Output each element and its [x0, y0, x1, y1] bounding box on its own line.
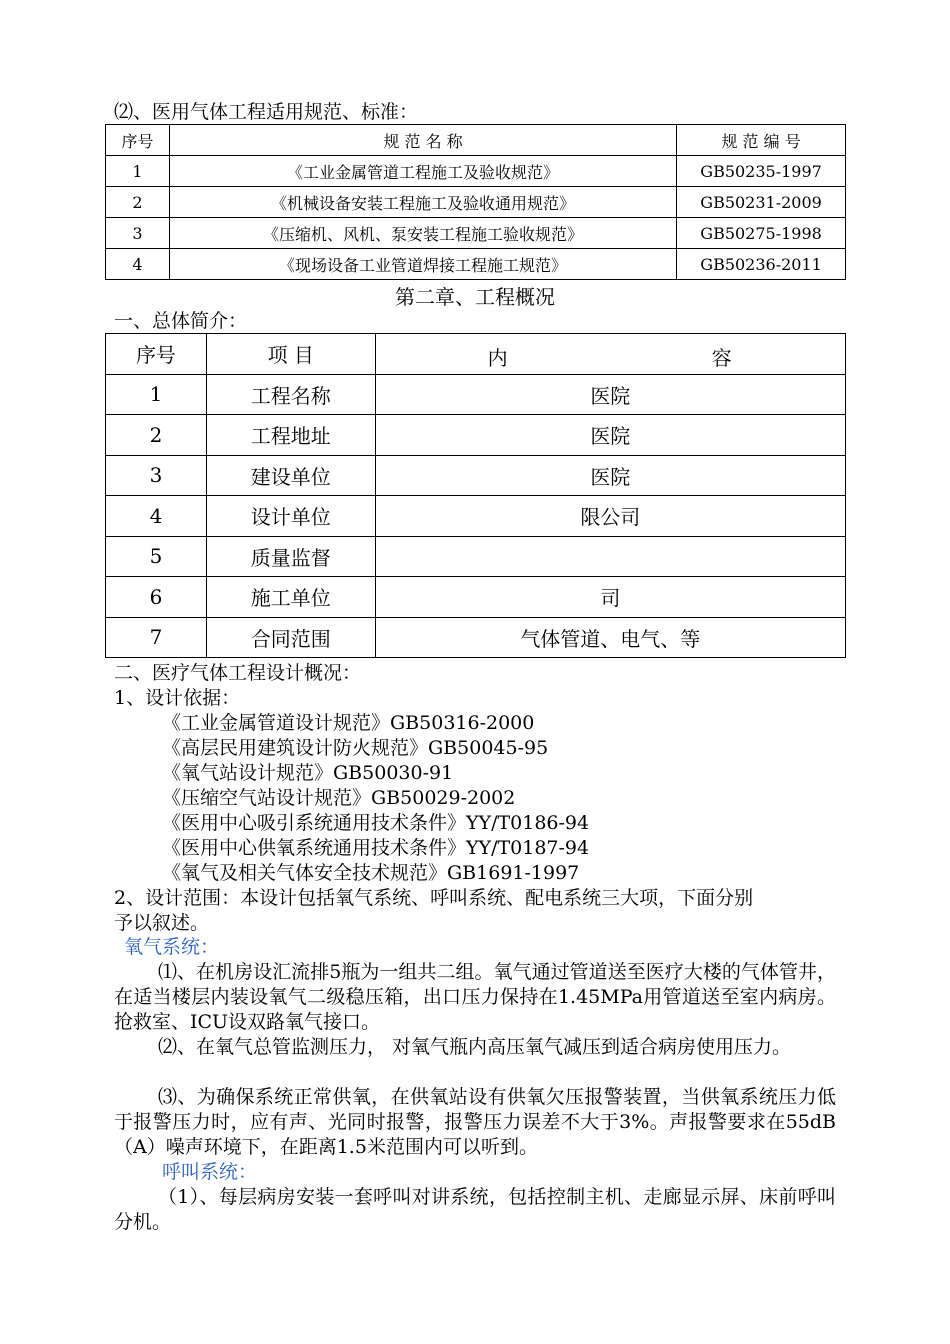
table-cell: 限公司 [375, 496, 845, 537]
table-cell: 4 [106, 496, 207, 537]
table-cell: GB50236-2011 [677, 249, 846, 280]
table-row [106, 249, 846, 280]
standards-heading: ⑵、医用气体工程适用规范、标准： [114, 101, 419, 123]
header-cell: 项 目 [206, 334, 375, 375]
table-row [106, 536, 846, 577]
table-cell: 医院 [375, 415, 845, 456]
basis-item: 《压缩空气站设计规范》GB50029-2002 [162, 787, 516, 809]
table-cell: 建设单位 [206, 455, 375, 496]
table-row [106, 577, 846, 618]
call-paragraph-1: （1）、每层病房安装一套呼叫对讲系统，包括控制主机、走廊显示屏、床前呼叫分机。 [114, 1186, 836, 1233]
header-cell: 序号 [106, 125, 170, 156]
basis-heading: 1、设计依据： [114, 687, 241, 709]
table-row [106, 617, 846, 658]
table-cell: GB50275-1998 [677, 218, 846, 249]
header-cell-content [375, 334, 845, 375]
table-cell: GB50231-2009 [677, 187, 846, 218]
basis-item: 《氧气站设计规范》GB50030-91 [162, 762, 454, 784]
standards-table [105, 124, 846, 280]
basis-item: 《工业金属管道设计规范》GB50316-2000 [162, 712, 535, 734]
header-cell: 规 范 编 号 [677, 125, 846, 156]
header-cell: 规 范 名 称 [169, 125, 676, 156]
basis-item: 《医用中心吸引系统通用技术条件》YY/T0186-94 [162, 812, 590, 834]
table-row [106, 496, 846, 537]
chapter-title: 第二章、工程概况 [395, 285, 555, 309]
table-cell: 医院 [375, 374, 845, 415]
table-cell: 司 [375, 577, 845, 618]
table-cell: 《压缩机、风机、泵安装工程施工验收规范》 [169, 218, 676, 249]
table-cell: 设计单位 [206, 496, 375, 537]
oxygen-paragraph-3: ⑶、为确保系统正常供氧，在供氧站设有供氧欠压报警装置，当供氧系统压力低于报警压力时，应有声、光同时报警，报警压力误差不大于3%。声报警要求在55dB（A）噪声环境下，在距离1.5米范围内可以听到。 [114, 1086, 836, 1158]
design-heading: 二、医疗气体工程设计概况： [114, 662, 362, 684]
table-cell: 施工单位 [206, 577, 375, 618]
header-cell: 序号 [106, 334, 207, 375]
table-cell: 工程地址 [206, 415, 375, 456]
scope-line: 2、设计范围：本设计包括氧气系统、呼叫系统、配电系统三大项，下面分别 [114, 887, 754, 909]
table-cell: 质量监督 [206, 536, 375, 577]
table-cell: 《机械设备安装工程施工及验收通用规范》 [169, 187, 676, 218]
table-cell: GB50235-1997 [677, 156, 846, 187]
table-cell: 《现场设备工业管道焊接工程施工规范》 [169, 249, 676, 280]
table-cell: 6 [106, 577, 207, 618]
table-cell: 医院 [375, 455, 845, 496]
basis-item: 《高层民用建筑设计防火规范》GB50045-95 [162, 737, 549, 759]
header-label: 容 [711, 346, 732, 370]
call-system-title: 呼叫系统： [162, 1161, 258, 1183]
scope-line: 予以叙述。 [114, 912, 210, 934]
table-row [106, 156, 846, 187]
basis-item: 《氧气及相关气体安全技术规范》GB1691-1997 [162, 862, 580, 884]
overview-table [105, 333, 846, 658]
table-cell: 1 [106, 374, 207, 415]
table-cell: 合同范围 [206, 617, 375, 658]
table-cell: 2 [106, 415, 207, 456]
header-label: 内 [487, 346, 508, 370]
table-header-row [106, 125, 846, 156]
table-cell: 3 [106, 218, 170, 249]
table-cell: 《工业金属管道工程施工及验收规范》 [169, 156, 676, 187]
overview-heading: 一、总体简介： [114, 310, 248, 332]
table-row [106, 218, 846, 249]
table-cell [375, 536, 845, 577]
table-cell: 7 [106, 617, 207, 658]
table-cell: 4 [106, 249, 170, 280]
table-cell: 5 [106, 536, 207, 577]
table-row [106, 187, 846, 218]
oxygen-system-title: 氧气系统： [124, 936, 220, 958]
table-row [106, 455, 846, 496]
oxygen-paragraph-2: ⑵、在氧气总管监测压力， 对氧气瓶内高压氧气减压到适合病房使用压力。 [158, 1036, 792, 1058]
table-header-row [106, 334, 846, 375]
table-row [106, 374, 846, 415]
table-cell: 3 [106, 455, 207, 496]
table-cell: 1 [106, 156, 170, 187]
table-row [106, 415, 846, 456]
basis-item: 《医用中心供氧系统通用技术条件》YY/T0187-94 [162, 837, 590, 859]
oxygen-paragraph-1: ⑴、在机房设汇流排5瓶为一组共二组。氧气通过管道送至医疗大楼的气体管井，在适当楼层内装设氧气二级稳压箱，出口压力保持在1.45MPa用管道送至室内病房。抢救室、ICU设双路氧气接口。 [114, 961, 836, 1033]
table-cell: 工程名称 [206, 374, 375, 415]
table-cell: 2 [106, 187, 170, 218]
table-cell: 气体管道、电气、等 [375, 617, 845, 658]
